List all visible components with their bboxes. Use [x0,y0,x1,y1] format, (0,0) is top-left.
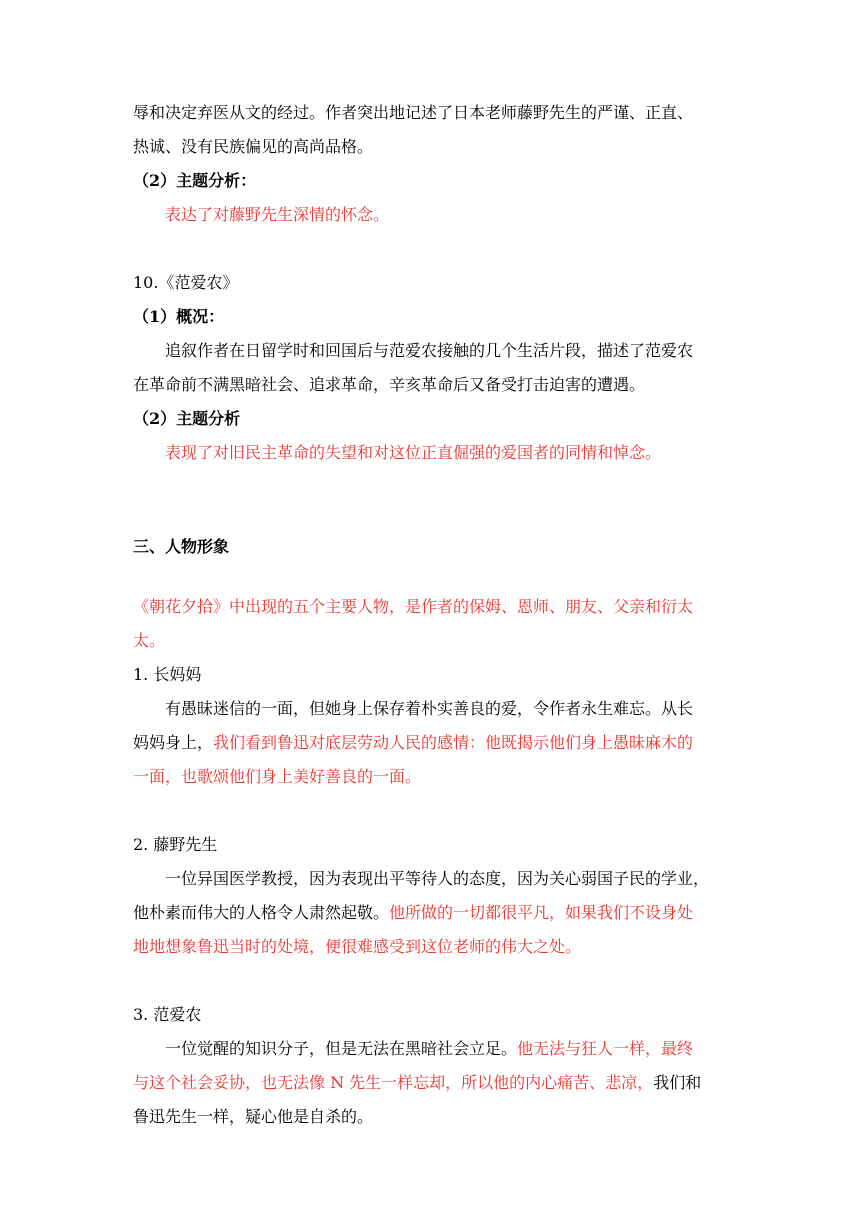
fujino-theme-text: 表达了对藤野先生深情的怀念。 [165,205,390,224]
characters-intro-line: 太。 [133,631,166,650]
spacer [133,232,733,266]
character-desc-highlight: 与这个社会妥协，也无法像 N 先生一样忘却，所以他的内心痛苦、悲凉， [133,1073,654,1092]
character-desc-highlight: 一面，也歌颂他们身上美好善良的一面。 [133,767,422,786]
fan-theme-heading: （2）主题分析 [133,409,241,428]
spacer [133,470,733,530]
character-title: 1. 长妈妈 [133,665,202,684]
character-desc-text: 我们和 [653,1073,702,1092]
fan-theme-text: 表现了对旧民主革命的失望和对这位正直倔强的爱国者的同情和悼念。 [165,443,662,462]
spacer [133,794,733,828]
character-desc-line: 一位异国医学教授，因为表现出平等待人的态度，因为关心弱国子民的学业， [165,869,710,888]
character-desc-text: 他朴素而伟大的人格令人肃然起敬。 [133,903,390,922]
fujino-summary-line: 辱和决定弃医从文的经过。作者突出地记述了日本老师藤野先生的严谨、正直、 [133,103,694,122]
document-page [133,96,733,1134]
character-desc-line [133,896,733,930]
character-desc-text: 一位觉醒的知识分子，但是无法在黑暗社会立足。 [165,1039,518,1058]
character-desc-highlight: 地地想象鲁迅当时的处境，便很难感受到这位老师的伟大之处。 [133,937,582,956]
character-desc-highlight: 我们看到鲁迅对底层劳动人民的感情：他既揭示他们身上愚昧麻木的 [213,733,694,752]
fujino-theme-heading: （2）主题分析： [133,171,257,190]
character-desc-line: 有愚昧迷信的一面，但她身上保存着朴实善良的爱，令作者永生难忘。从长 [165,699,694,718]
character-title: 3. 范爱农 [133,1005,202,1024]
fan-overview-heading: （1）概况： [133,307,225,326]
character-title: 2. 藤野先生 [133,835,218,854]
character-desc-line [133,1066,733,1100]
fan-section-title: 10.《范爱农》 [133,273,239,292]
fan-overview-line: 追叙作者在日留学时和回国后与范爱农接触的几个生活片段，描述了范爱农 [165,341,694,360]
character-desc-highlight: 他无法与狂人一样，最终 [517,1039,694,1058]
character-desc-text: 妈妈身上， [133,733,214,752]
fan-overview-line: 在革命前不满黑暗社会、追求革命，辛亥革命后又备受打击迫害的遭遇。 [133,375,646,394]
character-desc-line [133,1032,733,1066]
characters-intro-line: 《朝花夕拾》中出现的五个主要人物，是作者的保姆、恩师、朋友、父亲和衍太 [133,597,694,616]
spacer [133,564,733,590]
spacer [133,964,733,998]
character-desc-line [133,726,733,760]
character-desc-highlight: 他所做的一切都很平凡，如果我们不设身处 [389,903,694,922]
character-desc-line: 鲁迅先生一样，疑心他是自杀的。 [133,1107,374,1126]
characters-heading: 三、人物形象 [133,537,230,556]
fujino-summary-line: 热诚、没有民族偏见的高尚品格。 [133,137,374,156]
